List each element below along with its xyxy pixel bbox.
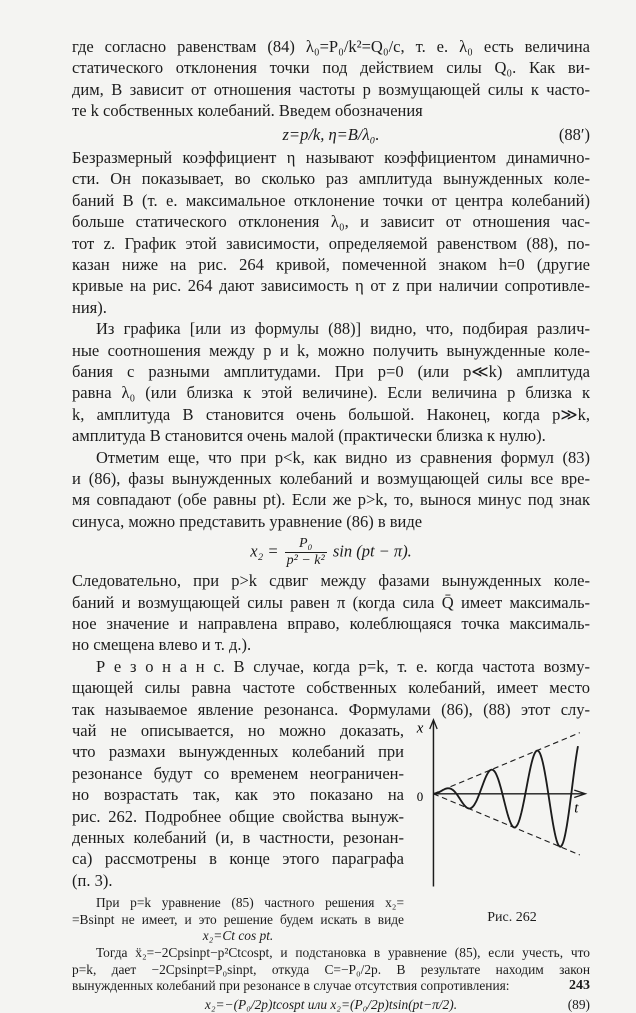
text-line: Отметим еще, что при p<k, как видно из сравнения формул (83) bbox=[96, 447, 590, 467]
fraction-numerator: P₀ bbox=[285, 536, 327, 553]
text-line: чай не описывается, но можно доказать, bbox=[72, 721, 404, 740]
equation-body: x₂=−(P₀/2p)tcospt или x₂=(P₀/2p)tsin(pt−π/2). bbox=[204, 996, 458, 1012]
text-line: мя совпадают (обе равны pt). Если же p>k, то, вынося минус под знак bbox=[72, 490, 590, 510]
fraction-denominator: p² − k² bbox=[286, 553, 325, 569]
text-line: так называемое явление резонанса. Формулами (86), (88) этот слу- bbox=[72, 699, 590, 719]
note-line: Тогда ẍ₂=−2Cpsinpt−p²Ctcospt, и подстановка в уравнение (85), если учесть, что bbox=[96, 945, 590, 960]
equation-body: z=p/k, η=B/λ₀. bbox=[282, 124, 380, 144]
axis-t-label: t bbox=[574, 800, 579, 817]
text-line: тот z. График этой зависимости, определяемой равенством (88), по- bbox=[72, 233, 590, 253]
upper-envelope bbox=[433, 733, 579, 794]
equation-89 bbox=[72, 997, 590, 1013]
text-line: больше статического отклонения λ₀, и зависит от отношения час- bbox=[72, 212, 590, 232]
equation-lhs: x₂ = bbox=[250, 541, 283, 561]
note-line: p=k, дает −2Cpsinpt=P₀sinpt, откуда C=−P₀/2p. В результате находим закон bbox=[72, 961, 590, 977]
text-line: баний и возмущающей силы равен π (когда сила Q̄ имеет максималь- bbox=[72, 592, 590, 612]
text-line: бания с разными амплитудами. При p=0 (или p≪k) амплитуда bbox=[72, 362, 590, 381]
text-line: Р е з о н а н с. В случае, когда p=k, т. е. когда частота возму- bbox=[96, 656, 590, 676]
fraction bbox=[285, 536, 327, 569]
text-line: ния). bbox=[72, 297, 107, 317]
text-line: резонансе будут со временем неограничен- bbox=[72, 763, 404, 783]
note-line: При p=k уравнение (85) частного решения x₂= bbox=[96, 895, 404, 911]
note-line: =Bsinpt не имеет, и это решение будем искать в виде bbox=[72, 911, 404, 927]
text-line: и (86), фазы вынужденных колебаний и возмущающей силы все вре- bbox=[72, 469, 590, 488]
equation-rhs: sin (pt − π). bbox=[328, 541, 412, 561]
text-line: амплитуда B становится очень малой (практически близка к нулю). bbox=[72, 426, 546, 446]
text-line: (п. 3). bbox=[72, 870, 113, 890]
text-line: рис. 262. Подробнее общие свойства вынуж- bbox=[72, 806, 404, 826]
note-equation bbox=[72, 928, 404, 945]
text-line: са) рассмотрены в конце этого параграфа bbox=[72, 849, 404, 869]
text-line: баний B (т. е. максимальное отклонение точки от центра колебаний) bbox=[72, 190, 590, 210]
figure-caption: Рис. 262 bbox=[487, 909, 537, 925]
note-line: вынужденных колебаний при резонансе в случае отсутствия сопротивления: bbox=[72, 978, 510, 994]
text-line: но смещена влево и т. д.). bbox=[72, 635, 252, 655]
origin-label: 0 bbox=[416, 789, 424, 805]
text-line: Безразмерный коэффициент η называют коэффициентом динамично- bbox=[72, 148, 590, 167]
equation-number: (88′) bbox=[558, 124, 590, 144]
text-line: статического отклонения точки под действием силы Q₀. Как ви- bbox=[72, 58, 590, 78]
text-line: но возрастать так, как это показано на bbox=[72, 785, 404, 805]
text-line: казан ниже на рис. 264 кривой, помеченной знаком h=0 (другие bbox=[72, 255, 590, 274]
text-line: Следовательно, при p>k сдвиг между фазами вынужденных коле- bbox=[72, 571, 590, 591]
axis-x-label: x bbox=[416, 720, 424, 737]
page-number: 243 bbox=[569, 978, 590, 993]
text-line: k, амплитуда B становится очень большой. Наконец, когда p≫k, bbox=[72, 404, 590, 424]
text-line: те k собственных колебаний. Введем обозначения bbox=[72, 101, 423, 121]
equation-88prime bbox=[72, 124, 590, 145]
text-line: синуса, можно представить уравнение (86) в виде bbox=[72, 511, 423, 531]
text-line: равна λ₀ (или близка к этой величине). Если величина p близка к bbox=[72, 383, 590, 403]
resonance-curve bbox=[433, 746, 578, 847]
text-line: ные соотношения между p и k, можно получить вынужденные коле- bbox=[72, 340, 590, 360]
text-line: что размахи вынужденных колебаний при bbox=[72, 742, 404, 762]
text-line: денных колебаний (и, в частности, резонан- bbox=[72, 828, 404, 847]
figure-262 bbox=[404, 716, 600, 892]
text-line: Из графика [или из формулы (88)] видно, что, подбирая различ- bbox=[96, 319, 590, 339]
text-line: щающей силы равна частоте собственных колебаний, имеет место bbox=[72, 678, 590, 698]
text-line: дим, B зависит от отношения частоты p возмущающей силы к часто- bbox=[72, 79, 590, 99]
equation-x2 bbox=[72, 532, 590, 570]
equation-body: x₂=Ct cos pt. bbox=[202, 928, 274, 944]
text-line: сти. Он показывает, во сколько раз амплитуда вынужденных коле- bbox=[72, 169, 590, 189]
text-line: кривые на рис. 264 дают зависимость η от z при наличии сопротивле- bbox=[72, 276, 590, 296]
text-line: ное значение и направлена вправо, колеблющаяся точка максималь- bbox=[72, 614, 590, 633]
equation-number: (89) bbox=[567, 996, 590, 1012]
text-line: где согласно равенствам (84) λ₀=P₀/k²=Q₀/c, т. е. λ₀ есть величина bbox=[72, 37, 590, 56]
